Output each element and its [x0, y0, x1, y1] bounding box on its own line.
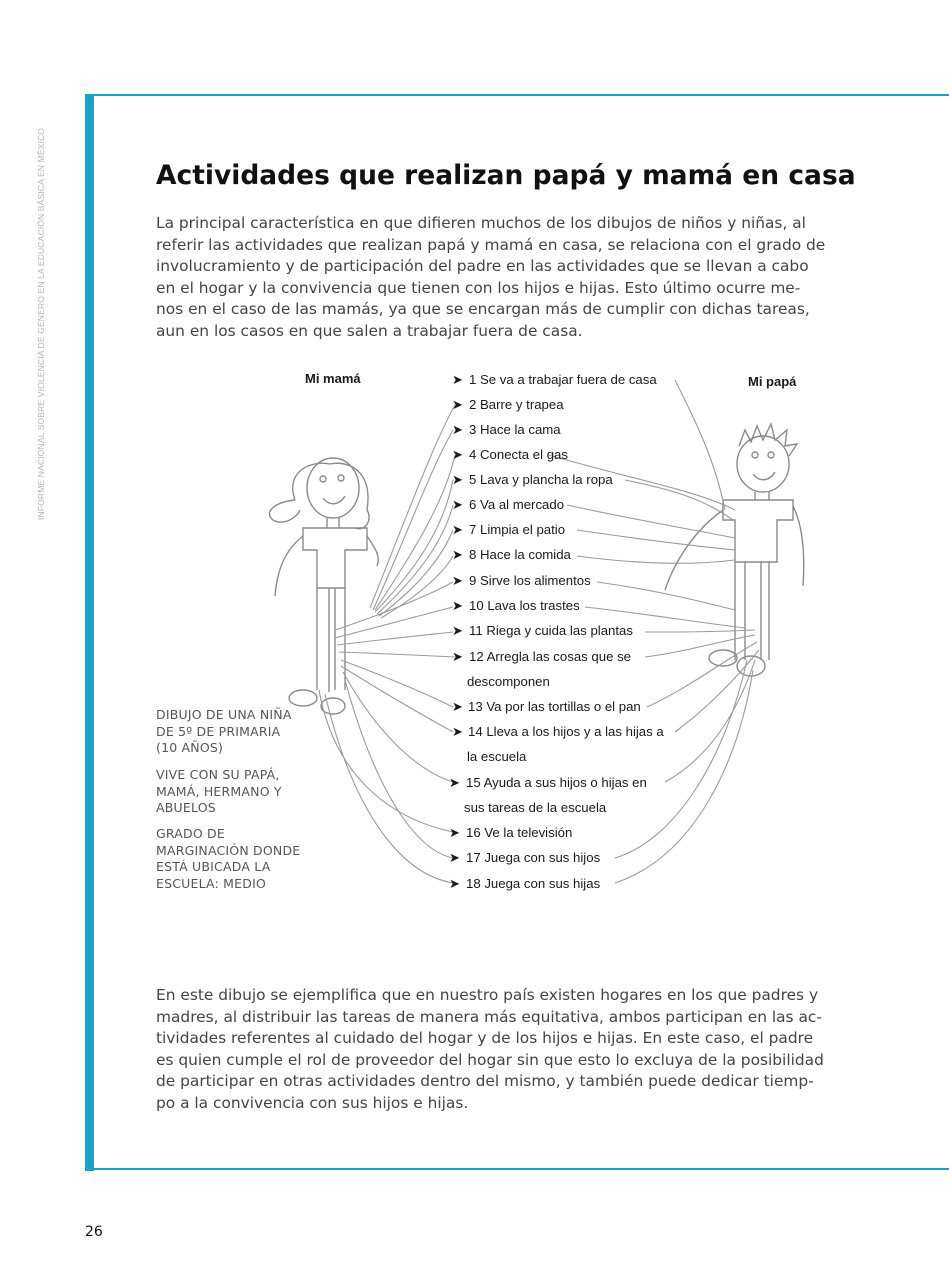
activity-item: 8 Hace la comida: [469, 547, 571, 562]
activity-arrow: ➤: [452, 397, 463, 412]
intro-line: aun en los casos en que salen a trabajar fuera de casa.: [156, 321, 583, 340]
activity-item: 2 Barre y trapea: [469, 397, 564, 412]
intro-paragraph: [156, 213, 825, 342]
activity-arrow: ➤: [452, 522, 463, 537]
activity-item: 18 Juega con sus hijas: [466, 876, 601, 891]
activity-item: 14 Lleva a los hijos y a las hijas a: [468, 724, 664, 739]
activity-item: 4 Conecta el gas: [469, 447, 568, 462]
caption-line: MAMÁ, HERMANO Y: [156, 783, 282, 799]
label-mom: Mi mamá: [305, 371, 361, 386]
activity-item-continued: descomponen: [467, 674, 550, 689]
intro-line: referir las actividades que realizan papá y mamá en casa, se relaciona con el grado de: [156, 235, 826, 254]
caption-marginalization: [156, 826, 300, 892]
caption-line: ESTÁ UBICADA LA: [156, 859, 271, 874]
activity-arrow: ➤: [449, 825, 460, 840]
activity-item: 16 Ve la televisión: [466, 825, 573, 840]
caption-line: DE 5º DE PRIMARIA: [156, 723, 281, 739]
activity-arrow: ➤: [449, 876, 460, 891]
activity-arrow: ➤: [452, 372, 463, 387]
activity-item: 15 Ayuda a sus hijos o hijas en: [466, 775, 647, 790]
activity-item: 10 Lava los trastes: [469, 598, 580, 613]
caption-line: VIVE CON SU PAPÁ,: [156, 767, 280, 782]
intro-line: La principal característica en que difieren muchos de los dibujos de niños y niñas, al: [156, 214, 806, 232]
closing-line: tividades referentes al cuidado del hogar y de los hijos e hijas. En este caso, el padre: [156, 1029, 814, 1047]
activity-arrow: ➤: [452, 472, 463, 487]
activity-item: 17 Juega con sus hijos: [466, 850, 601, 865]
intro-line: nos en el caso de las mamás, ya que se encargan más de cumplir con dichas tareas,: [156, 300, 810, 318]
activity-arrow: ➤: [452, 573, 463, 588]
activity-item-continued: la escuela: [467, 749, 527, 764]
closing-line: En este dibujo se ejemplifica que en nuestro país existen hogares en los que padres y: [156, 986, 819, 1004]
frame-left-bar: [85, 94, 94, 1171]
activity-item: 5 Lava y plancha la ropa: [469, 472, 613, 487]
activity-arrow: ➤: [449, 775, 460, 790]
activity-arrow: ➤: [452, 598, 463, 613]
caption-household: [156, 767, 282, 817]
activity-arrow: ➤: [452, 422, 463, 437]
caption-drawing-author: [156, 707, 292, 757]
caption-line: MARGINACIÓN DONDE: [156, 842, 301, 858]
activity-item: 13 Va por las tortillas o el pan: [468, 699, 641, 714]
activity-arrow: ➤: [449, 850, 460, 865]
frame-top-rule: [94, 94, 949, 96]
activity-item-continued: sus tareas de la escuela: [464, 800, 607, 815]
activity-arrow: ➤: [452, 447, 463, 462]
closing-paragraph: [156, 985, 824, 1114]
caption-line: ABUELOS: [156, 800, 216, 815]
caption-line: (10 AÑOS): [156, 740, 224, 755]
label-dad: Mi papá: [748, 374, 797, 389]
activity-item: 9 Sirve los alimentos: [469, 573, 591, 588]
caption-line: ESCUELA: MEDIO: [156, 875, 267, 891]
activity-arrow: ➤: [452, 699, 463, 714]
side-running-title: INFORME NACIONAL SOBRE VIOLENCIA DE GÉNERO EN LA EDUCACIÓN BÁSICA EN MÉXICO: [36, 127, 46, 520]
child-drawing: [255, 360, 860, 900]
closing-line: es quien cumple el rol de proveedor del hogar sin que esto lo excluya de la posibilidad: [156, 1050, 824, 1069]
activity-item: 11 Riega y cuida las plantas: [469, 623, 633, 638]
activity-arrow: ➤: [452, 497, 463, 512]
closing-line: po a la convivencia con sus hijos e hijas.: [156, 1093, 469, 1112]
activity-arrow: ➤: [452, 547, 463, 562]
activity-arrow: ➤: [452, 724, 463, 739]
frame-bottom-rule: [94, 1168, 949, 1170]
intro-line: en el hogar y la convivencia que tienen con los hijos e hijas. Esto último ocurre me-: [156, 278, 801, 297]
caption-line: GRADO DE: [156, 826, 225, 841]
activity-arrow: ➤: [452, 623, 463, 638]
activity-item: 12 Arregla las cosas que se: [469, 649, 632, 664]
activity-item: 6 Va al mercado: [469, 497, 565, 512]
activity-item: 7 Limpia el patio: [469, 522, 566, 537]
closing-line: de participar en otras actividades dentro del mismo, y también puede dedicar tiemp-: [156, 1072, 814, 1090]
closing-line: madres, al distribuir las tareas de manera más equitativa, ambos participan en las ac-: [156, 1007, 822, 1026]
activity-item: 1 Se va a trabajar fuera de casa: [469, 372, 657, 387]
activity-item: 3 Hace la cama: [469, 422, 561, 437]
caption-line: DIBUJO DE UNA NIÑA: [156, 707, 292, 722]
activity-arrow: ➤: [452, 649, 463, 664]
page-number: 26: [85, 1224, 103, 1240]
intro-line: involucramiento y de participación del padre en las actividades que se llevan a cabo: [156, 257, 809, 275]
page-title: Actividades que realizan papá y mamá en casa: [156, 160, 856, 191]
